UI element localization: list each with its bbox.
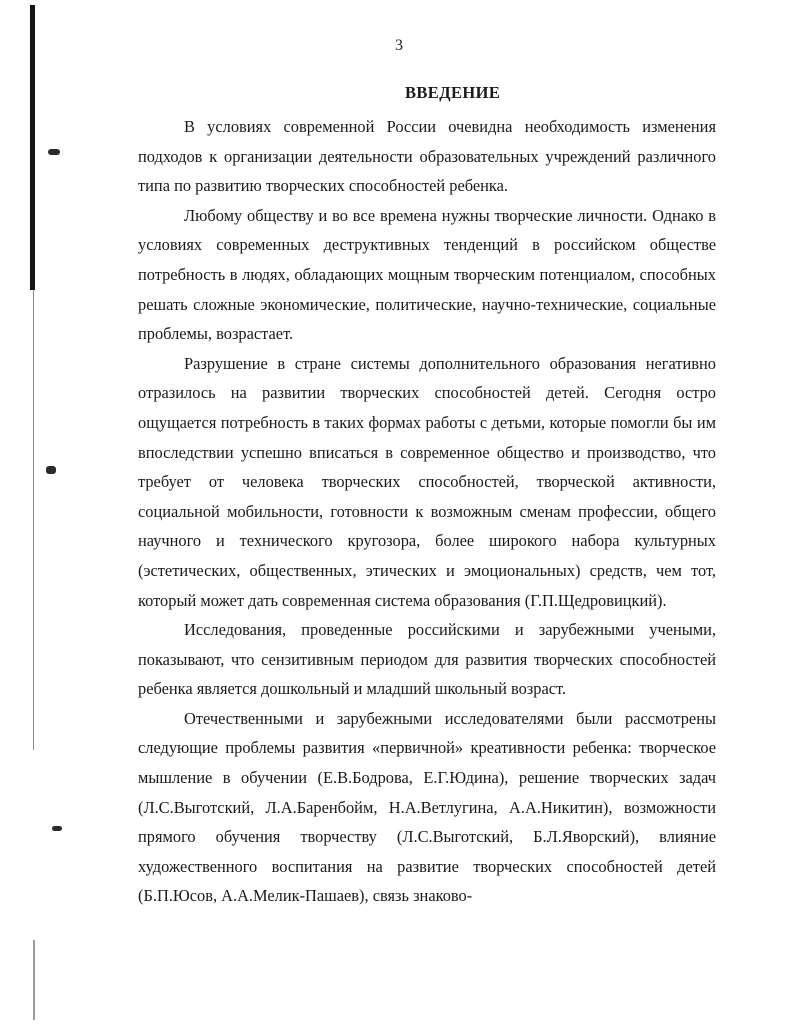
body-text <box>138 112 716 911</box>
section-title: ВВЕДЕНИЕ <box>405 83 501 102</box>
paragraph: Любому обществу и во все времена нужны творческие личности. Однако в условиях современных деструктивных тенденций в российском обществе потребность в людях, обладающих мощным творческим потенциалом, способных решать сложные экономические, политические, научно-технические, социальные проблемы, возрастает. <box>138 205 716 344</box>
scan-margin-mark <box>48 149 60 155</box>
paragraph: Разрушение в стране системы дополнительного образования негативно отразилось на развитии творческих способностей детей. Сегодня остро ощущается потребность в таких формах работы с детьми, которые помогли бы им впоследствии успешно вписаться в современное общество и производство, что требует от человека творческих способностей, творческой активности, социальной мобильности, готовности к возможным сменам профессии, общего научного и технического кругозора, более широкого набора культурных (эстетических, общественных, этических и эмоциональных) средств, чем тот, который может дать современная система образования (Г.П.Щедровицкий). <box>138 353 716 610</box>
scan-margin-line-lower <box>33 940 35 1020</box>
scan-margin-mark <box>46 466 56 474</box>
scan-margin-mark <box>52 826 62 831</box>
page-number: 3 <box>395 37 403 54</box>
scan-margin-line <box>33 290 34 750</box>
paragraph: В условиях современной России очевидна необходимость изменения подходов к организации деятельности образовательных учреждений различного типа по развитию творческих способностей ребенка. <box>138 117 716 196</box>
paragraph: Исследования, проведенные российскими и зарубежными учеными, показывают, что сензитивным периодом для развития творческих способностей ребенка является дошкольный и младший школьный возраст. <box>138 620 716 699</box>
paragraph: Отечественными и зарубежными исследователями были рассмотрены следующие проблемы развития «первичной» креативности ребенка: творческое мышление в обучении (Е.В.Бодрова, Е.Г.Юдина), решение творческих задач (Л.С.Выготский, Л.А.Баренбойм, Н.А.Ветлугина, А.А.Никитин), возможности прямого обучения творчеству (Л.С.Выготский, Б.Л.Яворский), влияние художественного воспитания на развитие творческих способностей детей (Б.П.Юсов, А.А.Мелик-Пашаев), связь знаково- <box>138 708 716 906</box>
